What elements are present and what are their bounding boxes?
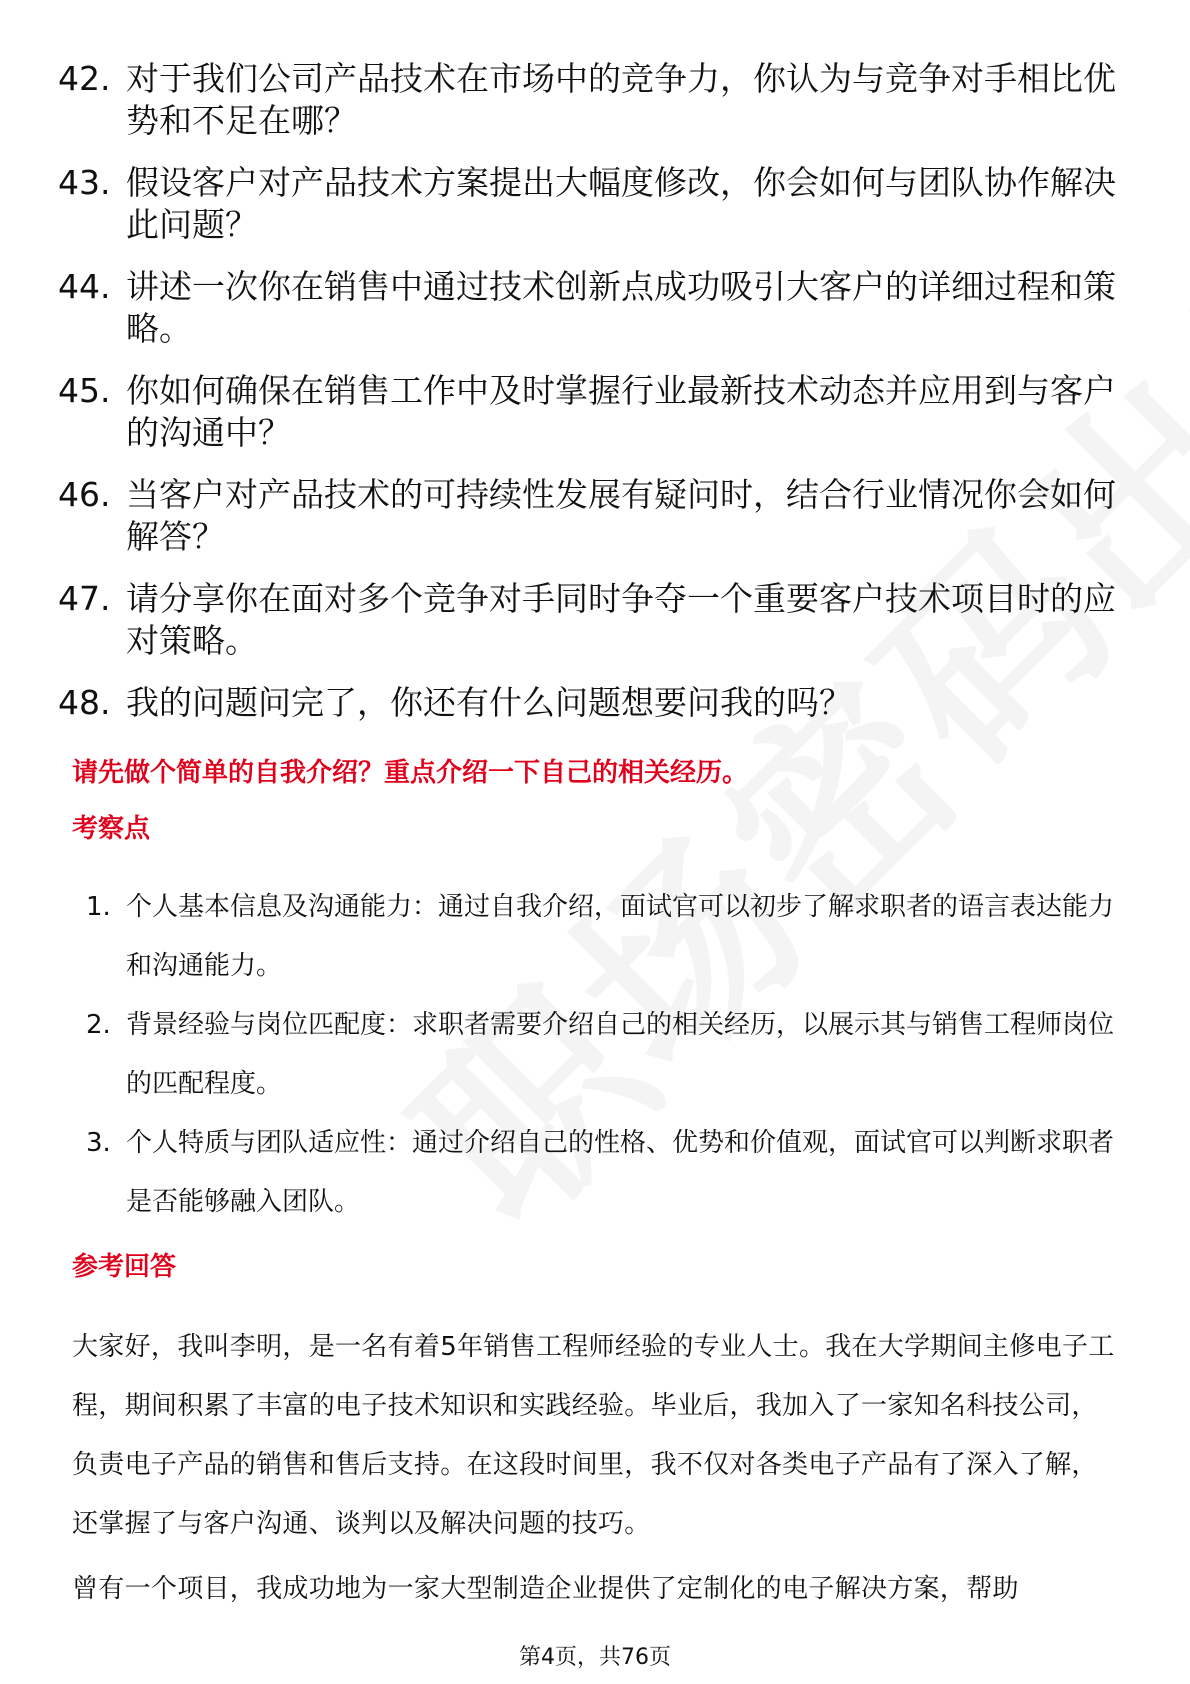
evaluation-points-list (86, 878, 1126, 1232)
question-number: 43. (58, 163, 111, 202)
point-text: 背景经验与岗位匹配度：求职者需要介绍自己的相关经历，以展示其与销售工程师岗位的匹配程度。 (126, 1010, 1115, 1099)
question-number: 47. (58, 579, 111, 618)
question-text: 你如何确保在销售工作中及时掌握行业最新技术动态并应用到与客户的沟通中？ (126, 371, 1116, 452)
question-item (58, 162, 1118, 246)
points-heading: 考察点 (72, 814, 151, 844)
point-number: 2. (86, 1010, 111, 1040)
question-number: 44. (58, 267, 111, 306)
question-list (58, 58, 1118, 744)
answer-paragraph: 大家好，我叫李明，是一名有着5年销售工程师经验的专业人士。我在大学期间主修电子工程，期间积累了丰富的电子技术知识和实践经验。毕业后，我加入了一家知名科技公司，负责电子产品的销售和售后支持。在这段时间里，我不仅对各类电子产品有了深入了解，还掌握了与客户沟通、谈判以及解决问题的技巧。 (72, 1332, 1115, 1539)
point-number: 3. (86, 1128, 111, 1158)
question-number: 48. (58, 683, 111, 722)
answer-paragraph: 曾有一个项目，我成功地为一家大型制造企业提供了定制化的电子解决方案，帮助 (72, 1574, 1019, 1604)
question-number: 42. (58, 59, 111, 98)
evaluation-point (86, 1114, 1126, 1232)
question-text: 假设客户对产品技术方案提出大幅度修改，你会如何与团队协作解决此问题？ (126, 163, 1116, 244)
question-item (58, 58, 1118, 142)
point-text: 个人特质与团队适应性：通过介绍自己的性格、优势和价值观，面试官可以判断求职者是否能够融入团队。 (126, 1128, 1115, 1217)
main-question-heading: 请先做个简单的自我介绍？重点介绍一下自己的相关经历。 (72, 758, 749, 788)
question-item (58, 266, 1118, 350)
page-footer: 第4页，共76页 (519, 1645, 671, 1670)
question-number: 45. (58, 371, 111, 410)
question-item (58, 370, 1118, 454)
question-item (58, 682, 1118, 724)
question-text: 我的问题问完了，你还有什么问题想要问我的吗？ (126, 683, 852, 722)
question-text: 对于我们公司产品技术在市场中的竞争力，你认为与竞争对手相比优势和不足在哪？ (126, 59, 1116, 140)
question-text: 当客户对产品技术的可持续性发展有疑问时，结合行业情况你会如何解答？ (126, 475, 1116, 556)
answer-heading: 参考回答 (72, 1252, 177, 1282)
point-text: 个人基本信息及沟通能力：通过自我介绍，面试官可以初步了解求职者的语言表达能力和沟通能力。 (126, 892, 1115, 981)
question-text: 讲述一次你在销售中通过技术创新点成功吸引大客户的详细过程和策略。 (126, 267, 1116, 348)
question-text: 请分享你在面对多个竞争对手同时争夺一个重要客户技术项目时的应对策略。 (126, 579, 1116, 660)
question-number: 46. (58, 475, 111, 514)
evaluation-point (86, 996, 1126, 1114)
evaluation-point (86, 878, 1126, 996)
question-item (58, 578, 1118, 662)
question-item (58, 474, 1118, 558)
point-number: 1. (86, 892, 111, 922)
